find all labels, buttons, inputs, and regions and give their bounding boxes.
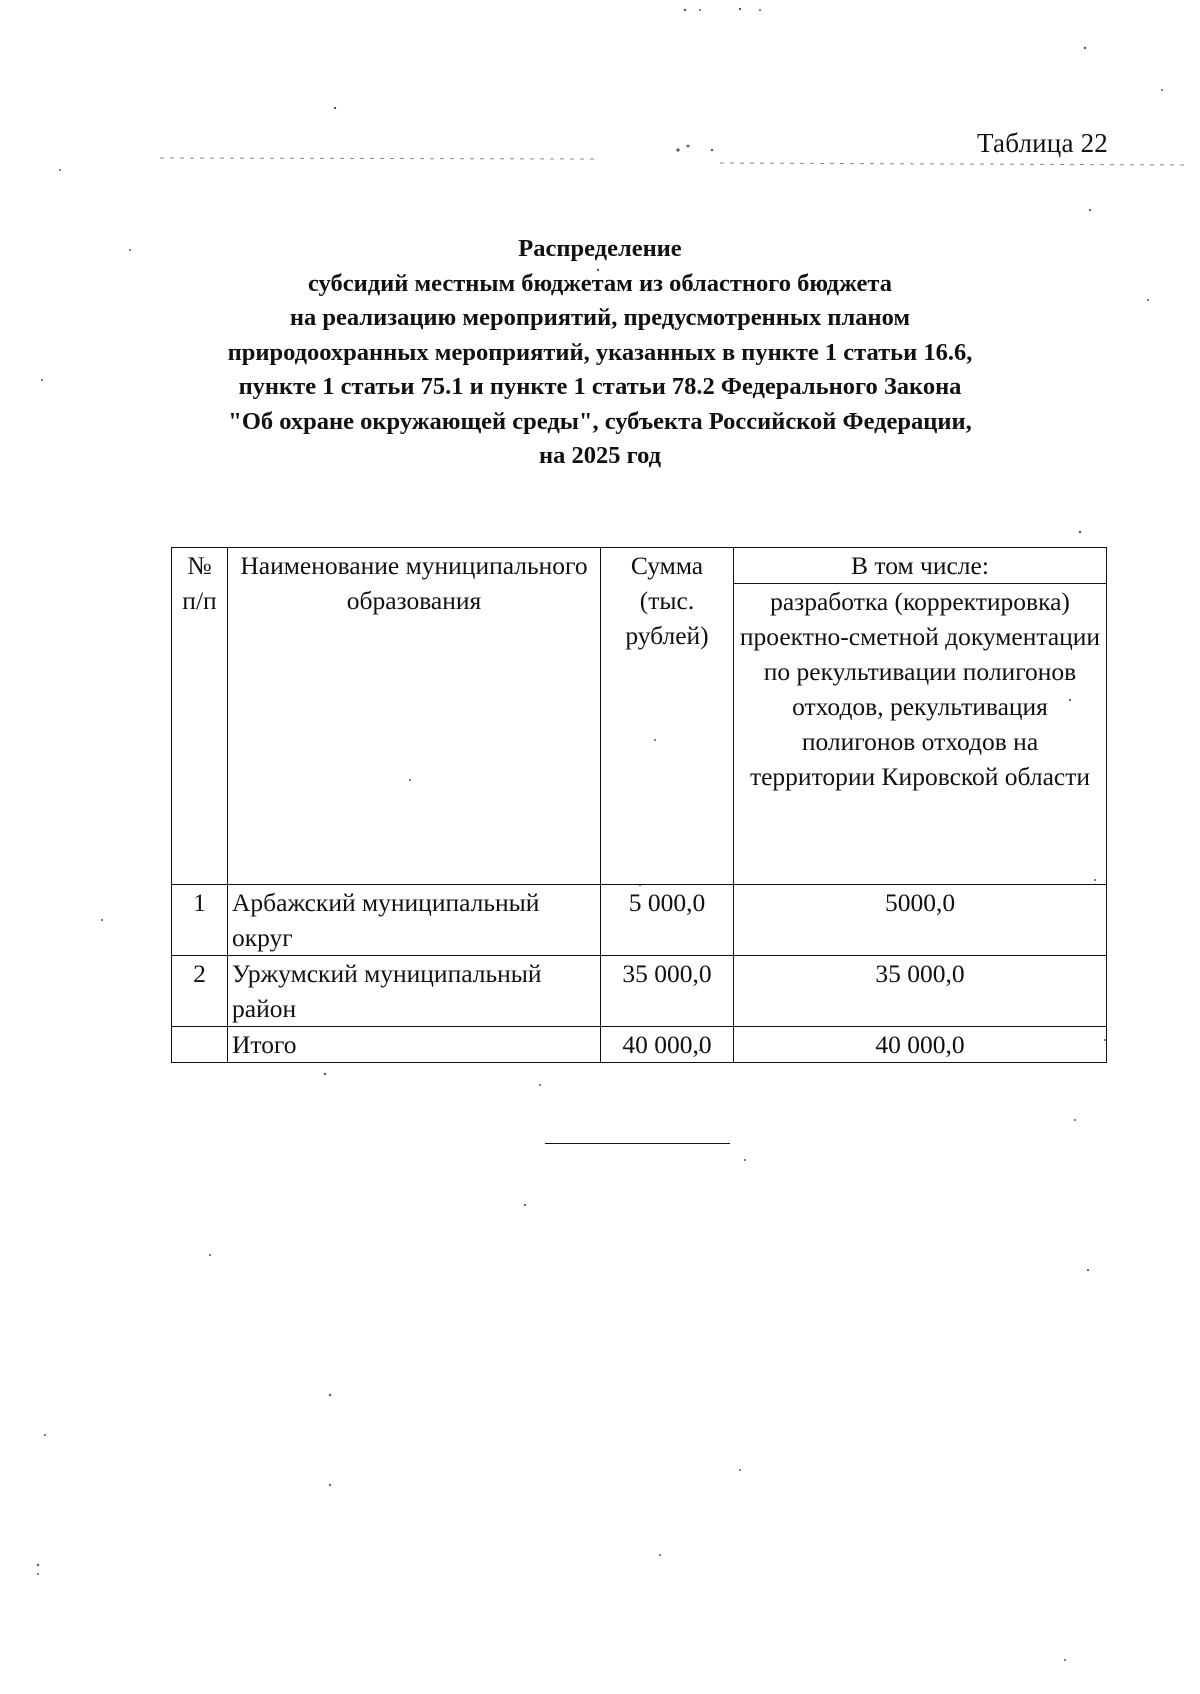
table-header-row — [172, 548, 1107, 584]
title-line: "Об охране окружающей среды", субъекта Российской Федерации, — [228, 407, 972, 435]
subsidy-distribution-table — [171, 547, 1107, 1063]
title-line: природоохранных мероприятий, указанных в пункте 1 статьи 16.6, — [227, 338, 973, 366]
row-name: Уржумский муниципальный район — [228, 956, 601, 1027]
table-total-row — [172, 1027, 1107, 1063]
header-name: Наименование муниципального образования — [228, 548, 601, 885]
document-title — [100, 232, 1100, 474]
header-sum: Сумма (тыс. рублей) — [601, 548, 734, 885]
total-label: Итого — [228, 1027, 601, 1063]
row-including: 5000,0 — [734, 885, 1107, 956]
end-divider — [545, 1143, 730, 1144]
title-line: пункте 1 статьи 75.1 и пункте 1 статьи 78.2 Федерального Закона — [238, 373, 962, 400]
row-sum: 35 000,0 — [601, 956, 734, 1027]
row-num: 1 — [172, 885, 228, 956]
header-including: В том числе: — [734, 548, 1107, 584]
table-row — [172, 956, 1107, 1027]
total-num-empty — [172, 1027, 228, 1063]
header-num: № п/п — [172, 548, 228, 885]
row-num: 2 — [172, 956, 228, 1027]
total-including: 40 000,0 — [734, 1027, 1107, 1063]
title-line: субсидий местным бюджетам из областного бюджета — [308, 269, 892, 297]
title-line: Распределение — [518, 235, 682, 262]
row-name: Арбажский муниципальный округ — [228, 885, 601, 956]
header-including-sub: разработка (корректировка) проектно-сметной документации по рекультивации полигонов отходов, рекультивация полигонов отходов на территории Кировской области — [734, 584, 1107, 885]
row-including: 35 000,0 — [734, 956, 1107, 1027]
title-line: на 2025 год — [538, 442, 662, 469]
table-number-label: Таблица 22 — [977, 128, 1108, 158]
total-sum: 40 000,0 — [601, 1027, 734, 1063]
row-sum: 5 000,0 — [601, 885, 734, 956]
title-line: на реализацию мероприятий, предусмотренных планом — [289, 304, 911, 331]
table-row — [172, 885, 1107, 956]
